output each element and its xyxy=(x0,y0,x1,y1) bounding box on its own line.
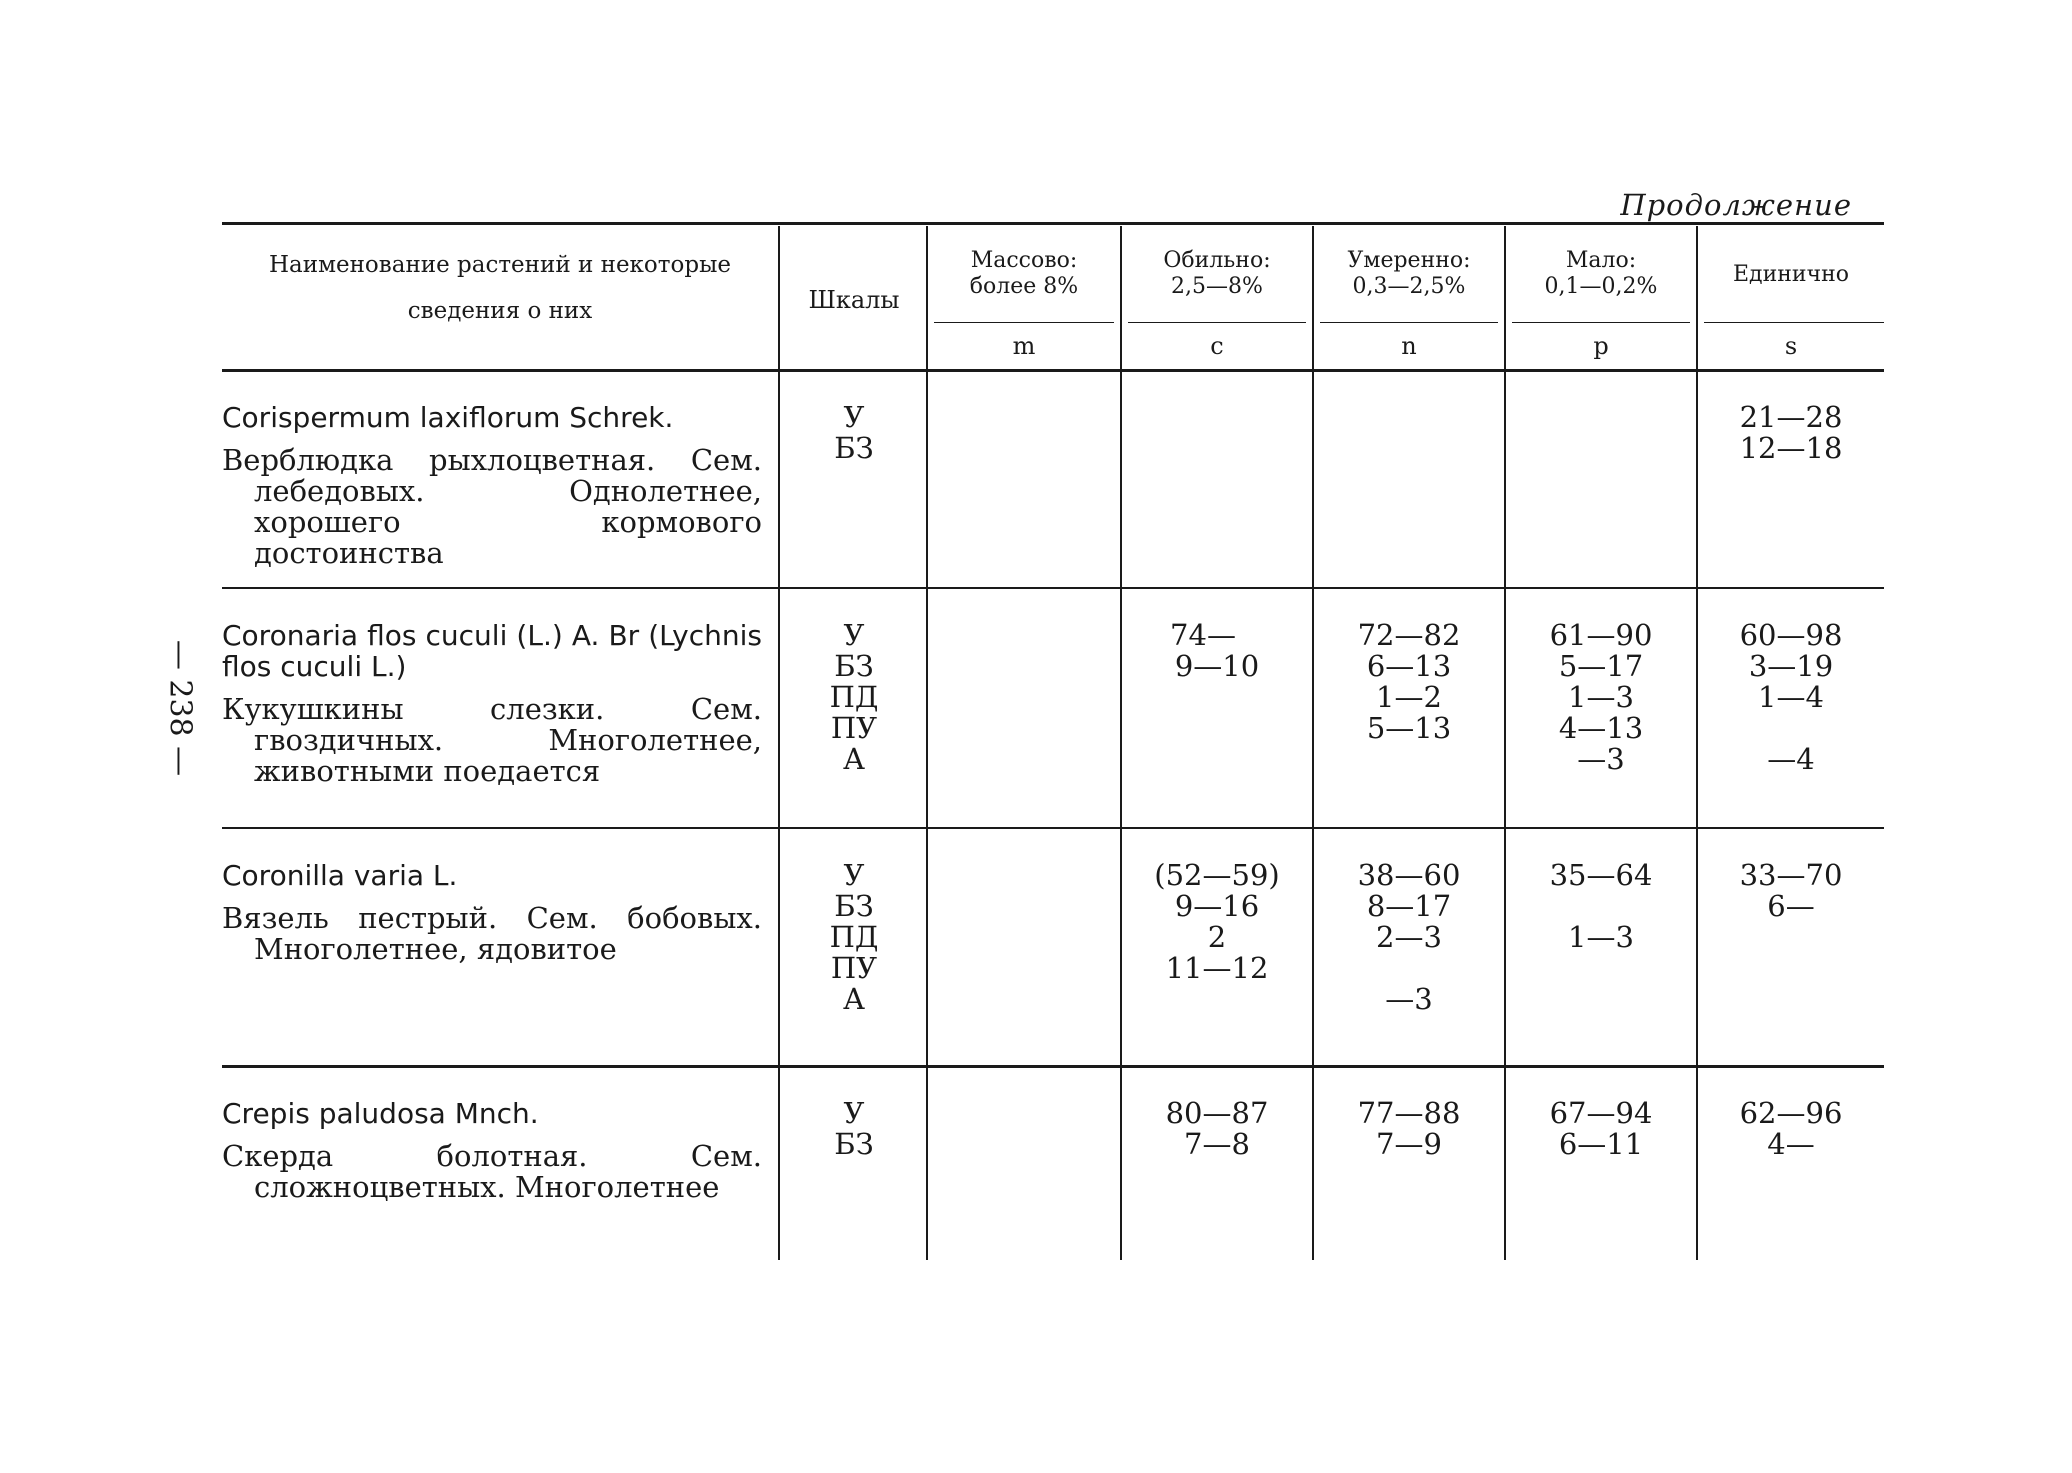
header-edinichno-title: Единично xyxy=(1732,262,1850,287)
header-malo-title: Мало: xyxy=(1565,248,1637,273)
value xyxy=(1314,953,1504,984)
subheader-rule xyxy=(1128,322,1306,323)
plant-latin-name: Corispermum laxiflorum Schrek. xyxy=(222,401,674,434)
scale-code: БЗ xyxy=(834,649,874,683)
header-edinichno xyxy=(1698,262,1884,288)
table-row xyxy=(222,402,762,569)
value-s xyxy=(1698,1098,1884,1160)
value: —3 xyxy=(1577,742,1625,776)
value: 8—17 xyxy=(1366,889,1452,923)
value-p xyxy=(1506,860,1696,953)
header-umerenno-title: Умеренно: xyxy=(1347,248,1471,273)
value xyxy=(1698,713,1884,744)
subheader-rule xyxy=(934,322,1114,323)
value-s xyxy=(1698,402,1884,464)
header-plant-name-line2: сведения о них xyxy=(407,298,593,324)
species-table xyxy=(222,222,1884,1260)
header-massovo-title: Массово: xyxy=(970,248,1078,273)
header-letter-p: p xyxy=(1593,332,1609,360)
value: 2 xyxy=(1207,920,1227,954)
row-divider xyxy=(222,587,1884,589)
value: 12—18 xyxy=(1739,431,1843,465)
table-row xyxy=(222,620,762,787)
row-scales xyxy=(782,620,926,775)
header-massovo-range: более 8% xyxy=(969,274,1079,300)
scale-code: БЗ xyxy=(834,1127,874,1161)
value: 7—9 xyxy=(1376,1127,1442,1161)
table-top-rule xyxy=(222,222,1884,225)
value: 1—3 xyxy=(1568,920,1634,954)
scale-code: ПД xyxy=(829,920,879,954)
value: 1—3 xyxy=(1568,680,1634,714)
scale-code: БЗ xyxy=(834,431,874,465)
column-rule xyxy=(778,226,780,1260)
value-c xyxy=(1122,1098,1312,1160)
header-umerenno-range: 0,3—2,5% xyxy=(1352,274,1466,300)
value: 38—60 xyxy=(1357,858,1461,892)
plant-description: Скерда болотная. Сем. сложноцветных. Многолетнее xyxy=(222,1139,762,1204)
plant-latin-name: Coronaria flos cuculi (L.) A. Br (Lychnis flos cuculi L.) xyxy=(222,619,762,683)
header-malo xyxy=(1506,248,1696,301)
table-row xyxy=(222,1098,762,1203)
value: 9—10 xyxy=(1174,649,1260,683)
value: 5—17 xyxy=(1558,649,1644,683)
header-letter-c: c xyxy=(1210,332,1224,360)
scale-code: У xyxy=(843,400,865,434)
value: 4—13 xyxy=(1558,711,1644,745)
scale-code: А xyxy=(843,982,865,1016)
scale-code: У xyxy=(843,858,865,892)
value: 2—3 xyxy=(1376,920,1442,954)
value-p xyxy=(1506,1098,1696,1160)
header-massovo xyxy=(928,248,1120,301)
value: 67—94 xyxy=(1549,1096,1653,1130)
value-c xyxy=(1122,620,1312,682)
value: 1—2 xyxy=(1376,680,1442,714)
scale-code: ПУ xyxy=(830,951,878,985)
row-scales xyxy=(782,402,926,464)
scale-code: ПД xyxy=(829,680,879,714)
value: 6—13 xyxy=(1366,649,1452,683)
scale-code: ПУ xyxy=(830,711,878,745)
value-s xyxy=(1698,860,1884,922)
subheader-rule xyxy=(1704,322,1884,323)
table-row xyxy=(222,860,762,965)
value: 7—8 xyxy=(1184,1127,1250,1161)
value: 1—4 xyxy=(1758,680,1824,714)
header-scales: Шкалы xyxy=(808,286,900,314)
plant-description: Кукушкины слезки. Сем. гвоздичных. Многолетнее, животными поедается xyxy=(222,692,762,788)
scale-code: БЗ xyxy=(834,889,874,923)
continuation-label: Продолжение xyxy=(1620,188,1852,222)
scale-code: А xyxy=(843,742,865,776)
value-c xyxy=(1122,860,1312,984)
row-scales xyxy=(782,860,926,1015)
value: —4 xyxy=(1767,742,1815,776)
row-scales xyxy=(782,1098,926,1160)
value-s xyxy=(1698,620,1884,775)
value-p xyxy=(1506,620,1696,775)
value: 77—88 xyxy=(1357,1096,1461,1130)
value-n xyxy=(1314,1098,1504,1160)
header-umerenno xyxy=(1314,248,1504,301)
value: 35—64 xyxy=(1549,858,1653,892)
page-number-text: — 238 — xyxy=(162,639,198,777)
column-rule xyxy=(926,226,928,1260)
header-letter-n: n xyxy=(1401,332,1417,360)
header-obilno-title: Обильно: xyxy=(1163,248,1271,273)
header-obilno xyxy=(1122,248,1312,301)
page-number xyxy=(150,628,210,788)
value: 5—13 xyxy=(1366,711,1452,745)
value: 6— xyxy=(1767,889,1815,923)
plant-description: Верблюдка рыхлоцветная. Сем. лебедовых. Однолетнее, хорошего кормового достоинства xyxy=(222,443,762,570)
value: 6—11 xyxy=(1558,1127,1644,1161)
value: 72—82 xyxy=(1357,618,1461,652)
value-n xyxy=(1314,860,1504,1015)
value xyxy=(1506,891,1696,922)
value: 11—12 xyxy=(1165,951,1269,985)
subheader-rule xyxy=(1320,322,1498,323)
value: 80—87 xyxy=(1165,1096,1269,1130)
value: 4— xyxy=(1767,1127,1815,1161)
value: (52—59) xyxy=(1154,858,1280,892)
header-bottom-rule xyxy=(222,369,1884,372)
header-plant-name xyxy=(222,242,778,334)
value: 33—70 xyxy=(1739,858,1843,892)
header-plant-name-line1: Наименование растений и некоторые xyxy=(269,252,731,278)
subheader-rule xyxy=(1512,322,1690,323)
value: 21—28 xyxy=(1739,400,1843,434)
plant-latin-name: Crepis paludosa Mnch. xyxy=(222,1097,539,1130)
plant-description: Вязель пестрый. Сем. бобовых. Многолетнее, ядовитое xyxy=(222,901,762,966)
plant-latin-name: Coronilla varia L. xyxy=(222,859,458,892)
scale-code: У xyxy=(843,1096,865,1130)
header-letter-m: m xyxy=(1012,332,1036,360)
value-n xyxy=(1314,620,1504,744)
value: 3—19 xyxy=(1748,649,1834,683)
value: 60—98 xyxy=(1739,618,1843,652)
value: 9—16 xyxy=(1174,889,1260,923)
value: —3 xyxy=(1385,982,1433,1016)
row-divider xyxy=(222,1065,1884,1068)
value: 62—96 xyxy=(1739,1096,1843,1130)
value: 74— xyxy=(1170,618,1236,652)
header-malo-range: 0,1—0,2% xyxy=(1544,274,1658,300)
header-letter-s: s xyxy=(1784,332,1798,360)
row-divider xyxy=(222,827,1884,829)
header-obilno-range: 2,5—8% xyxy=(1171,274,1263,300)
value: 61—90 xyxy=(1549,618,1653,652)
scale-code: У xyxy=(843,618,865,652)
